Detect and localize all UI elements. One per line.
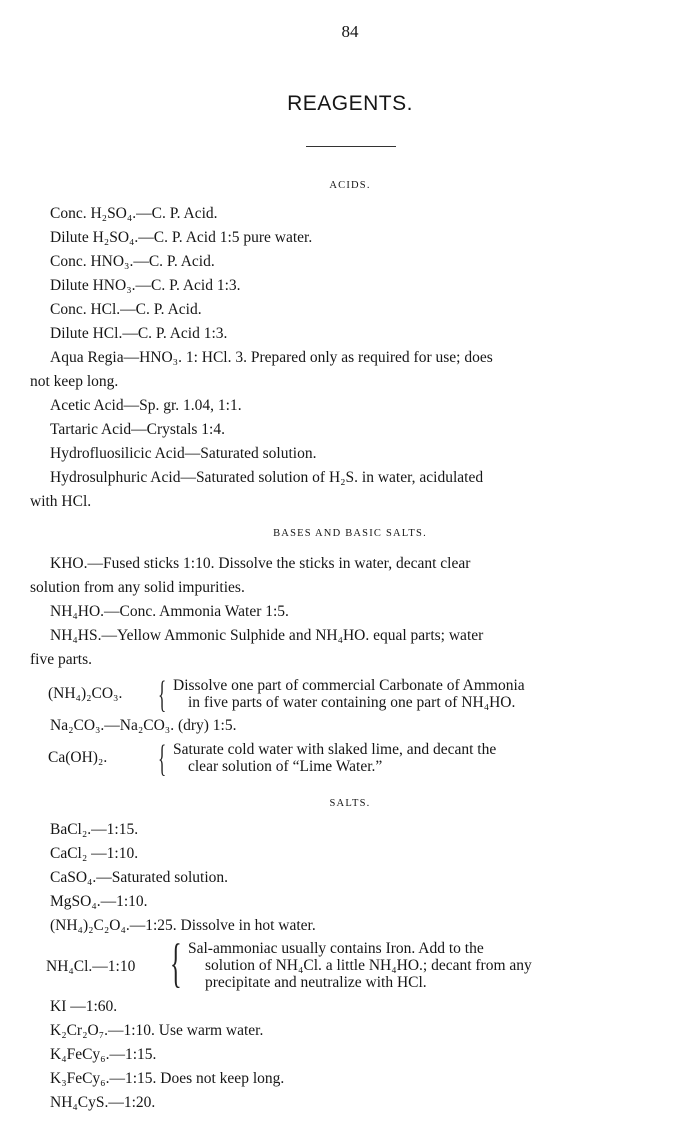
brace-glyph: { — [170, 933, 182, 993]
acid-line: Conc. HCl.—C. P. Acid. — [50, 301, 202, 318]
base-line: NH₄HO.—Conc. Ammonia Water 1:5. — [50, 603, 289, 620]
salt-line: K₂Cr₂O₇.—1:10. Use warm water. — [50, 1022, 264, 1039]
brace-glyph: { — [158, 738, 167, 780]
salt-line: K₄FeCy₆.—1:15. — [50, 1046, 157, 1063]
acid-line: Dilute H₂SO₄.—C. P. Acid 1:5 pure water. — [50, 229, 313, 246]
salt-line: MgSO₄.—1:10. — [50, 893, 148, 910]
acid-line: Conc. H₂SO₄.—C. P. Acid. — [50, 205, 218, 222]
salt-line: CaSO₄.—Saturated solution. — [50, 869, 229, 886]
salt-line: NH₄CyS.—1:20. — [50, 1094, 156, 1111]
acid-line: Dilute HNO₃.—C. P. Acid 1:3. — [50, 277, 241, 294]
lime-text: clear solution of “Lime Water.” — [188, 758, 383, 775]
base-line: KHO.—Fused sticks 1:10. Dissolve the sticks in water, decant clear — [50, 555, 471, 572]
base-line: NH₄HS.—Yellow Ammonic Sulphide and NH₄HO. equal parts; water — [50, 627, 484, 644]
sal-ammoniac-key: NH₄Cl.—1:10 — [46, 958, 136, 975]
acid-line: Conc. HNO₃.—C. P. Acid. — [50, 253, 215, 270]
acid-line: Hydrofluosilicic Acid—Saturated solution. — [50, 445, 317, 462]
salt-line: BaCl₂.—1:15. — [50, 821, 139, 838]
acid-line-continuation: not keep long. — [30, 373, 119, 390]
carbonate-text: Dissolve one part of commercial Carbonate of Ammonia — [173, 677, 525, 694]
base-line: Na₂CO₃.—Na₂CO₃. (dry) 1:5. — [50, 717, 237, 734]
acid-line: Aqua Regia—HNO₃. 1: HCl. 3. Prepared only as required for use; does — [50, 349, 493, 366]
acid-line: Tartaric Acid—Crystals 1:4. — [50, 421, 225, 438]
lime-key: Ca(OH)₂. — [48, 749, 108, 766]
sal-ammoniac-text: precipitate and neutralize with HCl. — [205, 974, 427, 991]
page-number: 84 — [341, 22, 359, 41]
lime-text: Saturate cold water with slaked lime, and decant the — [173, 741, 497, 758]
acid-line-continuation: with HCl. — [30, 493, 92, 510]
base-line-continuation: solution from any solid impurities. — [30, 579, 245, 596]
section-heading-salts: SALTS. — [329, 798, 371, 809]
sal-ammoniac-text: Sal-ammoniac usually contains Iron. Add to the — [188, 940, 484, 957]
section-heading-bases: BASES AND BASIC SALTS. — [273, 528, 427, 539]
salt-line: K₃FeCy₆.—1:15. Does not keep long. — [50, 1070, 285, 1087]
salt-line: CaCl₂ —1:10. — [50, 845, 139, 862]
brace-glyph: { — [158, 674, 167, 716]
salt-line: KI —1:60. — [50, 998, 118, 1015]
title-rule — [306, 146, 396, 147]
acid-line: Hydrosulphuric Acid—Saturated solution of H₂S. in water, acidulated — [50, 469, 484, 486]
carbonate-text: in five parts of water containing one part of NH₄HO. — [188, 694, 516, 711]
acid-line: Dilute HCl.—C. P. Acid 1:3. — [50, 325, 228, 342]
carbonate-key: (NH₄)₂CO₃. — [48, 685, 123, 702]
acid-line: Acetic Acid—Sp. gr. 1.04, 1:1. — [50, 397, 242, 414]
salt-line: (NH₄)₂C₂O₄.—1:25. Dissolve in hot water. — [50, 917, 316, 934]
section-heading-acids: ACIDS. — [329, 180, 371, 191]
sal-ammoniac-text: solution of NH₄Cl. a little NH₄HO.; decant from any — [205, 957, 532, 974]
page-title: REAGENTS. — [287, 92, 413, 115]
base-line-continuation: five parts. — [30, 651, 92, 668]
